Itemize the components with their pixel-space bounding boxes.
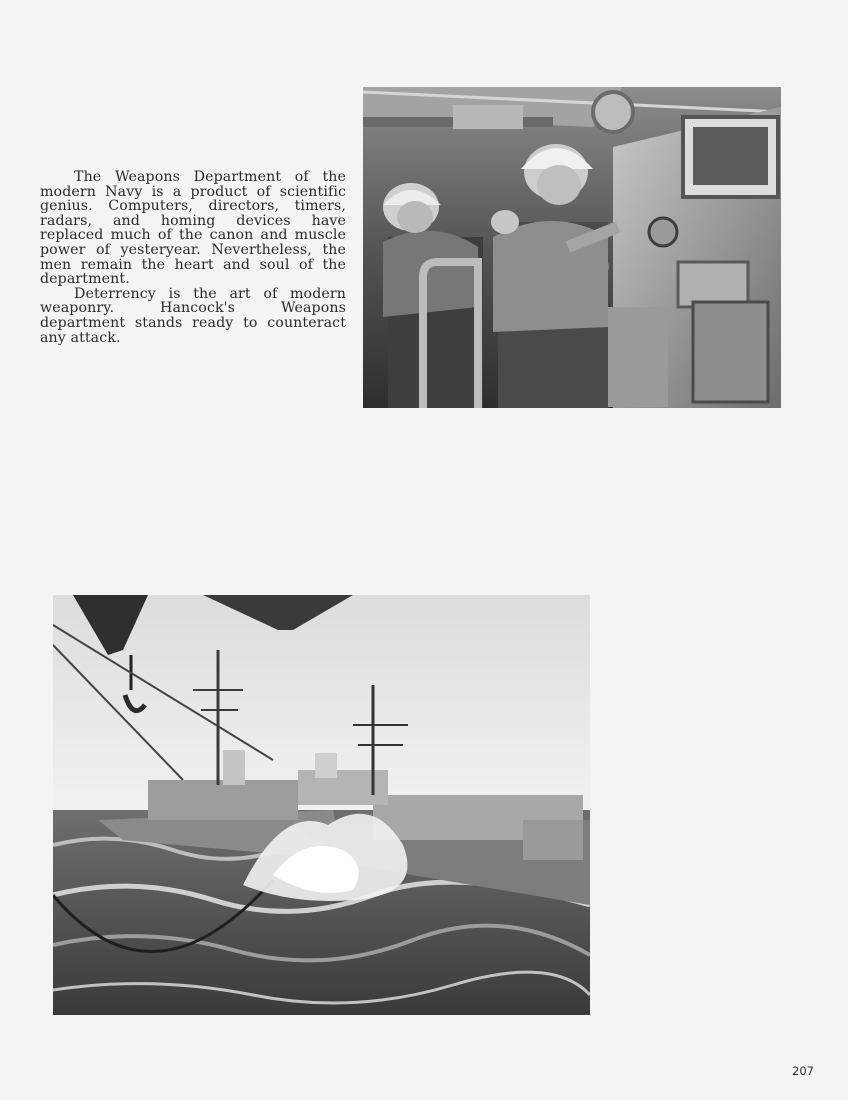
gun-crew-image xyxy=(363,87,781,408)
photo-ships-at-sea xyxy=(53,595,590,1015)
page-number: 207 xyxy=(792,1064,814,1078)
article-text xyxy=(40,170,346,345)
paragraph-weapons-department: The Weapons Department of the modern Navy is a product of scientific genius. Computers, directors, timers, radars, and homing devices have replaced much of the canon and muscle power of yesteryear. Nevertheless, the men remain the heart and soul of the department. xyxy=(40,169,346,288)
paragraph-deterrency: Deterrency is the art of modern weaponry. Hancock's Weapons department stands ready to counteract any attack. xyxy=(40,285,346,346)
photo-gun-crew xyxy=(363,87,781,408)
ships-image xyxy=(53,595,590,1015)
